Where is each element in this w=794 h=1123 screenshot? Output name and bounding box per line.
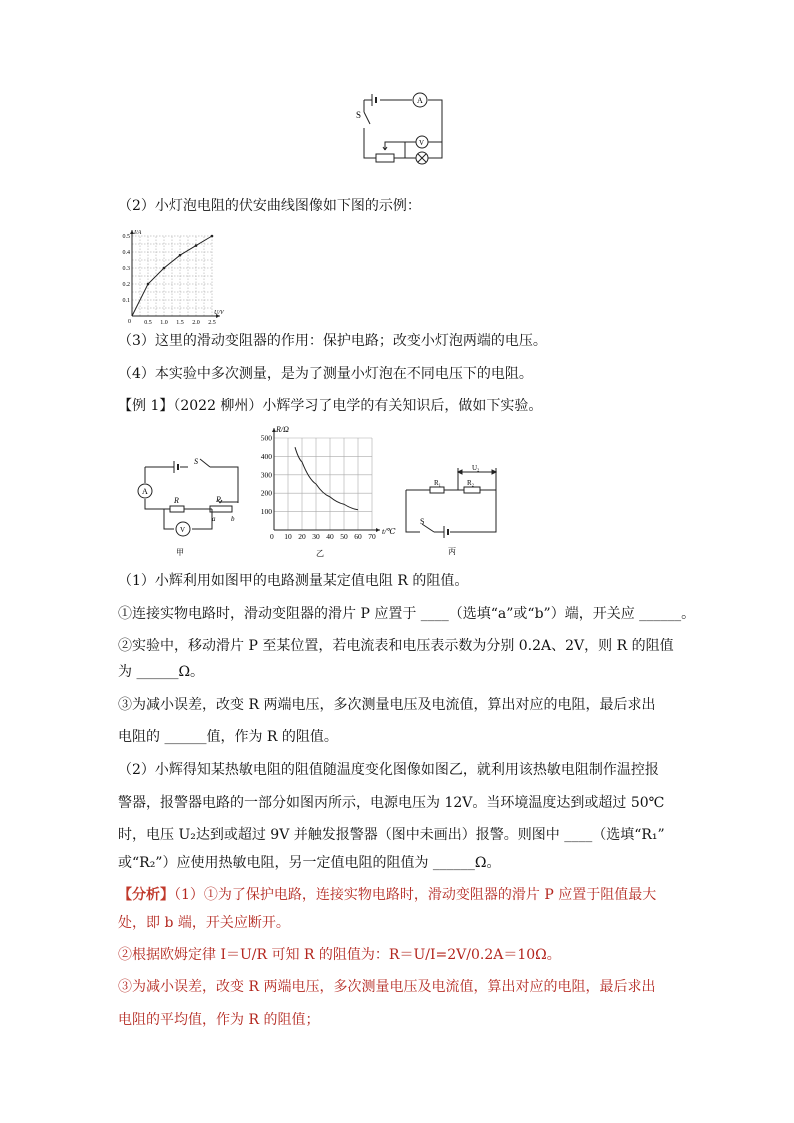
- yi-y-tick-label: 200: [260, 488, 272, 498]
- q2-text-3: 时，电压 U₂达到或超过 9V 并触发报警器（图中未画出）报警。则图中 ____（选填“R₁”: [118, 827, 665, 843]
- analysis-line-4: ③为减小误差，改变 R 两端电压，多次测量电压及电流值，算出对应的电阻，最后求出: [118, 979, 656, 995]
- iv-x-tick-label: 2.5: [208, 320, 216, 326]
- yi-x-tick-label: 70: [368, 532, 376, 541]
- iv-origin-label: 0: [128, 319, 131, 325]
- bing-u2-label: U₂: [472, 464, 480, 472]
- iv-y-tick-label: 0.3: [122, 266, 130, 272]
- figure-jia-circuit: [130, 455, 245, 565]
- analysis-line-1-text: （1）①为了保护电路，连接实物电路时，滑动变阻器的滑片 P 应置于阻值最大: [174, 887, 657, 903]
- text-line-2: （2）小灯泡电阻的伏安曲线图像如下图的示例：: [118, 198, 421, 214]
- text-line-3: （3）这里的滑动变阻器的作用：保护电路；改变小灯泡两端的电压。: [118, 333, 547, 349]
- jia-resistor-label: R: [174, 496, 179, 505]
- jia-ammeter-label: A: [142, 487, 148, 496]
- q1-text: （1）小辉利用如图甲的电路测量某定值电阻 R 的阻值。: [118, 573, 469, 589]
- bing-switch-label: S: [420, 517, 425, 526]
- analysis-line-5: 电阻的平均值，作为 R 的阻值；: [118, 1012, 320, 1028]
- q1c-text-1: ③为减小误差，改变 R 两端电压，多次测量电压及电流值，算出对应的电阻，最后求出: [118, 697, 656, 713]
- iv-data-point: [147, 283, 150, 286]
- bing-r2-label: R₂: [467, 479, 475, 487]
- yi-y-axis-label: R/Ω: [276, 425, 289, 434]
- jia-resistor-icon: [170, 506, 184, 512]
- iv-x-tick-label: 1.0: [160, 320, 168, 326]
- yi-y-tick-label: 300: [260, 470, 272, 480]
- bing-r1-icon: [430, 487, 444, 493]
- iv-y-tick-label: 0.5: [122, 234, 130, 240]
- yi-caption: 乙: [316, 549, 324, 558]
- iv-y-tick-label: 0.2: [122, 282, 130, 288]
- jia-rheostat-icon: [210, 506, 232, 512]
- iv-data-point: [179, 254, 182, 257]
- analysis-line-2: 处，即 b 端，开关应断开。: [118, 915, 290, 931]
- q2-text-4: 或“R₂”）应使用热敏电阻，另一定值电阻的阻值为 ______Ω。: [118, 855, 501, 871]
- yi-y-tick-label: 100: [260, 507, 272, 517]
- iv-x-tick-label: 0.5: [144, 320, 152, 326]
- top-voltmeter-label: V: [419, 139, 425, 147]
- yi-x-tick-label: 20: [298, 532, 306, 541]
- top-switch-label: S: [356, 110, 362, 120]
- q1a-text: ①连接实物电路时，滑动变阻器的滑片 P 应置于 ____（选填“a”或“b”）端，开关应 ______。: [118, 606, 696, 622]
- jia-switch-label: S: [194, 457, 198, 466]
- yi-x-tick-label: 10: [284, 532, 292, 541]
- yi-x-tick-label: 40: [326, 532, 334, 541]
- q1b-text-2: 为 ______Ω。: [118, 664, 205, 680]
- iv-data-point: [163, 267, 166, 270]
- yi-x-tick-label: 60: [354, 532, 362, 541]
- yi-y-tick-label: 500: [260, 433, 272, 443]
- iv-x-tick-label: 2.0: [192, 320, 200, 326]
- iv-graph: [118, 226, 228, 326]
- q1b-text-1: ②实验中，移动滑片 P 至某位置，若电流表和电压表示数为分别 0.2A、2V，则 R 的阻值: [118, 638, 674, 654]
- yi-origin-label: 0: [270, 532, 274, 541]
- analysis-line-1: [118, 885, 656, 905]
- rheostat-icon: [376, 154, 394, 162]
- jia-end-a-label: a: [212, 515, 216, 523]
- yi-x-axis-label: t/℃: [382, 527, 396, 536]
- q2-text-1: （2）小辉得知某热敏电阻的阻值随温度变化图像如图乙，就利用该热敏电阻制作温控报: [118, 762, 659, 778]
- bing-r1-label: R₁: [434, 479, 442, 487]
- analysis-tag: 【分析】: [118, 887, 174, 903]
- top-ammeter-label: A: [417, 96, 423, 105]
- top-circuit-diagram: [350, 88, 450, 168]
- yi-x-tick-label: 50: [340, 532, 348, 541]
- iv-x-axis-label: U/V: [214, 310, 224, 316]
- text-line-4: （4）本实验中多次测量，是为了测量小灯泡在不同电压下的电阻。: [118, 366, 533, 382]
- bing-r2-icon: [464, 487, 480, 493]
- figure-bing-circuit: [400, 460, 505, 560]
- iv-x-tick-label: 1.5: [176, 320, 184, 326]
- iv-data-point: [195, 244, 198, 247]
- iv-y-tick-label: 0.1: [122, 298, 130, 304]
- figure-yi-graph: [252, 422, 402, 560]
- iv-data-point: [211, 235, 214, 238]
- jia-slider-label: P: [216, 495, 221, 504]
- yi-x-tick-label: 30: [312, 532, 320, 541]
- iv-y-tick-label: 0.4: [122, 250, 130, 256]
- jia-voltmeter-label: V: [180, 526, 186, 534]
- bing-caption: 丙: [448, 547, 456, 556]
- q1c-text-2: 电阻的 ______值，作为 R 的阻值。: [118, 729, 338, 745]
- jia-caption: 甲: [176, 548, 184, 557]
- jia-end-b-label: b: [231, 515, 235, 523]
- yi-y-tick-label: 400: [260, 451, 272, 461]
- iv-y-axis-label: I/A: [134, 230, 142, 236]
- q2-text-2: 警器，报警器电路的一部分如图丙所示，电源电压为 12V。当环境温度达到或超过 50℃: [118, 795, 665, 811]
- analysis-line-3: ②根据欧姆定律 I＝U/R 可知 R 的阻值为：R＝U/I=2V/0.2A＝10Ω。: [118, 947, 561, 963]
- example-heading: 【例 1】（2022 柳州）小辉学习了电学的有关知识后，做如下实验。: [118, 398, 543, 414]
